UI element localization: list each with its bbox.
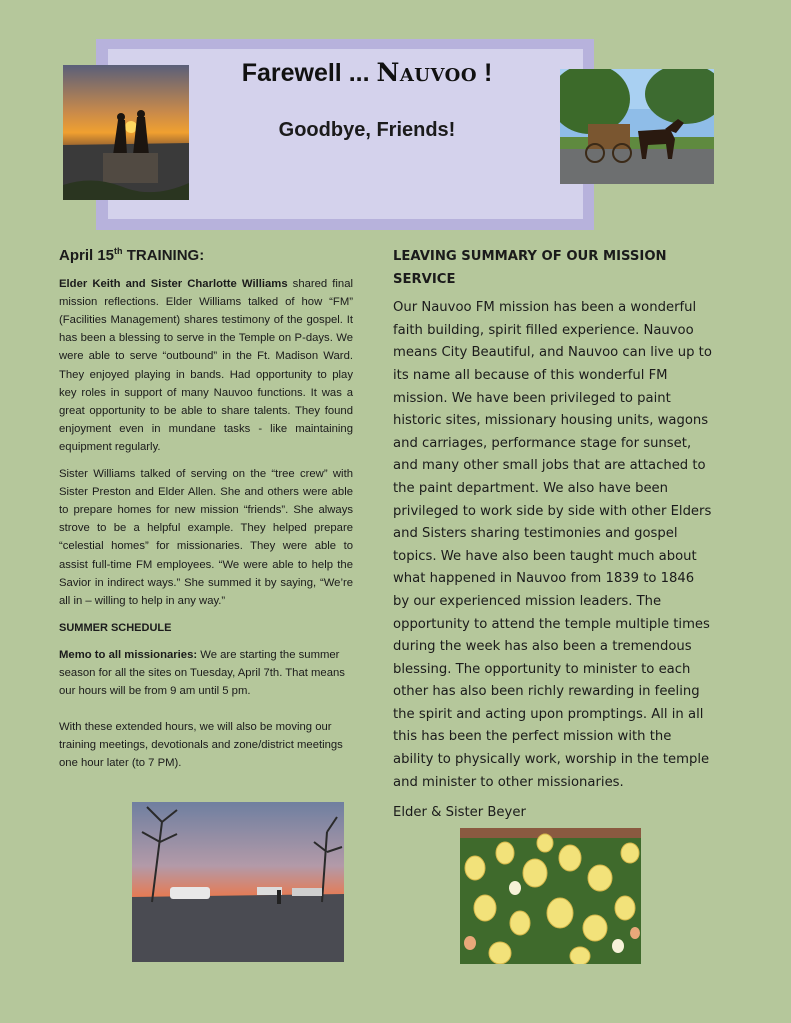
speaker-names: Elder Keith and Sister Charlotte Williams xyxy=(59,278,288,291)
sunset-statue-photo xyxy=(63,65,189,200)
yellow-tulips-photo xyxy=(460,828,641,964)
banner-subtitle: Goodbye, Friends! xyxy=(278,119,456,141)
training-paragraph-1: Elder Keith and Sister Charlotte Williams shared final mission reflections. Elder Williams talked of how “FM” (Facilities Management) shares testimony of the gospel. It has been a blessing to serve in the Temple on P-days. We were able to serve “outbound” in the Ft. Madison Ward. They enjoyed playing in bands. Had opportunity to play key roles in support of many Nauvoo functions. It was a great opportunity to be able to share talents. They found enjoyment even in mundane tasks - like maintaining equipment regularly. xyxy=(59,278,354,453)
summary-heading: LEAVING SUMMARY OF OUR MISSION SERVICE xyxy=(393,249,667,287)
summary-column xyxy=(393,246,713,833)
schedule-paragraph-2: With these extended hours, we will also be moving our training meetings, devotionals and zone/district meetings one hour later (to 7 PM). xyxy=(59,721,343,770)
horse-carriage-photo xyxy=(560,69,714,184)
summary-body: Our Nauvoo FM mission has been a wonderful faith building, spirit filled experience. Nauvoo means City Beautiful, and Nauvoo can live up to its name all because of this wonderful FM mission. We have been privileged to paint historic sites, missionary housing units, wagons and carriages, performance stage for sunset, and many other small jobs that are attached to the paint department. We also have been privileged to work side by side with other Elders and Sisters sharing testimonies and gospel topics. We have also been taught much about what happened in Nauvoo from 1839 to 1846 by our experienced mission leaders. The opportunity to attend the temple multiple times during the week has also been a tremendous blessing. The opportunity to minister to each other has also been richly rewarding in feeling the spirit and acting upon promptings. All in all this has been the perfect mission with the ability to physically work, worship in the temple and minister to other missionaries. xyxy=(393,300,712,790)
parking-lot-sunset-photo xyxy=(132,802,344,962)
schedule-heading: SUMMER SCHEDULE xyxy=(59,621,172,634)
training-paragraph-2: Sister Williams talked of serving on the “tree crew” with Sister Preston and Elder Allen. She and others were able to prepare homes for new mission “friends”. She always strove to be a helpful example. They helped prepare “celestial homes” for missionaries. They were able to assist full-time FM employees. “We were able to help the Savior in indirect ways.” She summed it by saying, “We’re all in – willing to help in any way.” xyxy=(59,468,353,607)
signature: Elder & Sister Beyer xyxy=(393,805,526,821)
training-column xyxy=(59,242,353,781)
training-heading: April 15th TRAINING: xyxy=(59,246,205,264)
schedule-memo: Memo to all missionaries: We are starting the summer season for all the sites on Tuesday, April 7th. That means our hours will be from 9 am until 5 pm. xyxy=(59,648,345,698)
banner-title: Farewell ... Nauvoo ! xyxy=(241,58,493,87)
